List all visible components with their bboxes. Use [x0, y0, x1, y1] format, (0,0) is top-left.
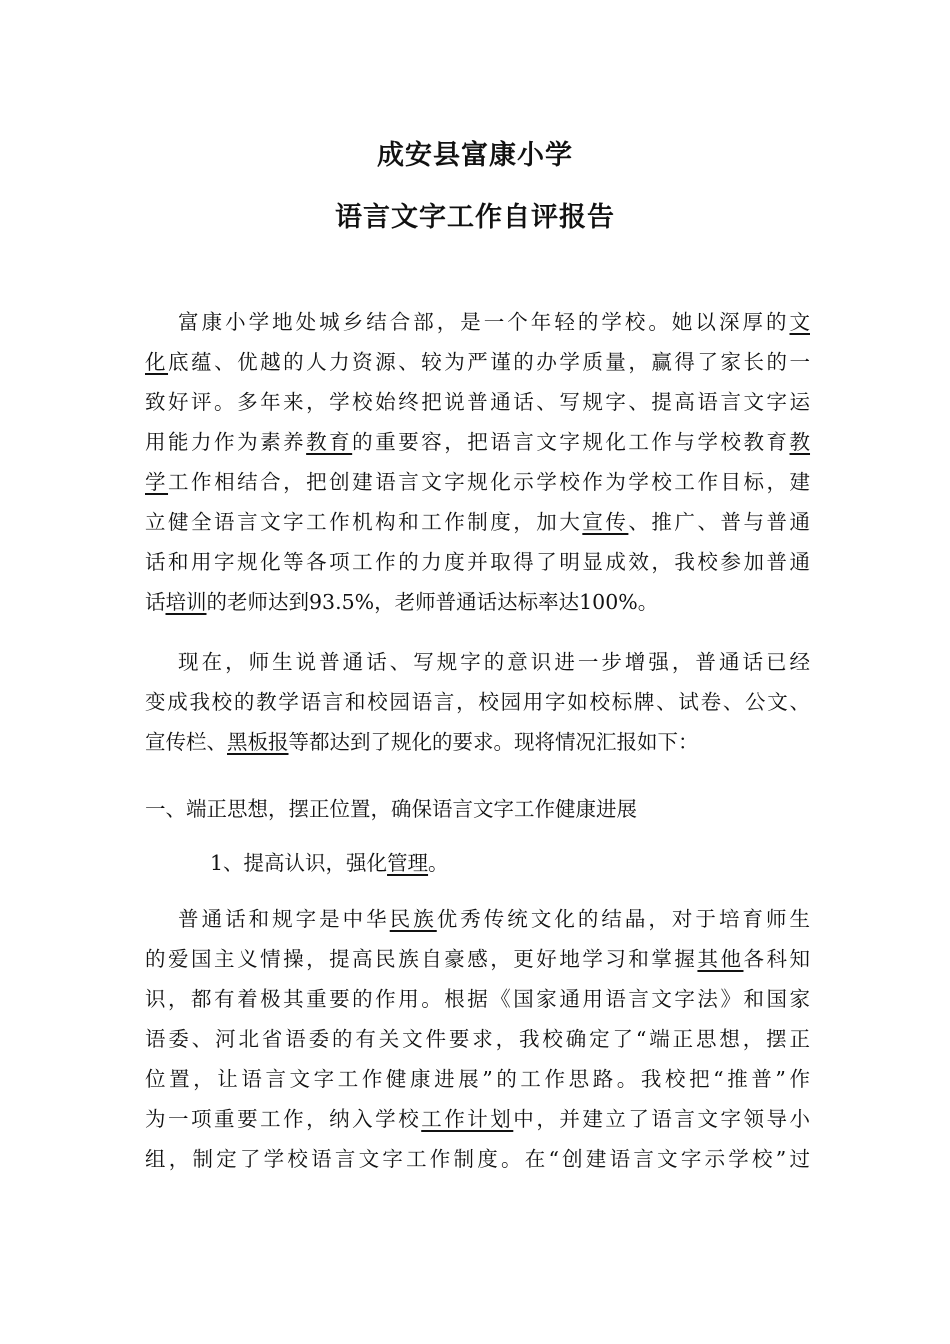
paragraph-line: 变成我校的教学语言和校园语言，校园用字如校标牌、试卷、公文、	[145, 690, 810, 714]
link-minzu[interactable]: 民族	[389, 907, 437, 931]
link-gongzuojihua[interactable]: 工作计划	[421, 1107, 514, 1131]
paragraph-line: 识，都有着极其重要的作用。根据《国家通用语言文字法》和国家	[145, 987, 810, 1011]
link-guanli[interactable]: 管理	[387, 851, 429, 875]
section-heading-1	[145, 789, 810, 829]
paragraph-line: 的爱国主义情操，提高民族自豪感，更好地学习和掌握其他各科知	[145, 947, 811, 971]
link-jiaoxue-1[interactable]: 教	[789, 430, 811, 454]
paragraph-line: 组，制定了学校语言文字工作制度。在“创建语言文字示学校”过	[145, 1147, 810, 1171]
link-peixun[interactable]: 培训	[165, 590, 207, 614]
link-wenhua-2[interactable]: 化	[145, 350, 169, 374]
paragraph-line: 富康小学地处城乡结合部，是一个年轻的学校。她以深厚的文	[145, 310, 810, 334]
intro-paragraph	[145, 302, 810, 622]
paragraph-line: 用能力作为素养教育的重要容，把语言文字规化工作与学校教育教	[145, 430, 811, 454]
link-jiaoxue-2[interactable]: 学	[145, 470, 169, 494]
paragraph-line: 话培训的老师达到93.5%，老师普通话达标率达100%。	[145, 590, 659, 614]
paragraph-line: 1、提高认识，强化管理。	[210, 851, 449, 875]
page-subtitle: 语言文字工作自评报告	[335, 202, 615, 233]
paragraph-line: 为一项重要工作，纳入学校工作计划中，并建立了语言文字领导小	[145, 1107, 811, 1131]
paragraph-line: 一、端正思想，摆正位置，确保语言文字工作健康进展	[145, 797, 637, 821]
paragraph-line: 现在，师生说普通话、写规字的意识进一步增强，普通话已经	[145, 650, 810, 674]
status-paragraph	[145, 642, 810, 762]
paragraph-line: 话和用字规化等各项工作的力度并取得了明显成效，我校参加普通	[145, 550, 810, 574]
subsection-heading-1-1	[210, 843, 610, 883]
page-title: 成安县富康小学	[377, 140, 573, 171]
paragraph-line: 宣传栏、黑板报等都达到了规化的要求。现将情况汇报如下：	[145, 730, 699, 754]
link-xuanchuan[interactable]: 宣传	[582, 510, 629, 534]
body-paragraph	[145, 899, 810, 1179]
paragraph-line: 化底蕴、优越的人力资源、较为严谨的办学质量，赢得了家长的一	[145, 350, 811, 374]
link-qita[interactable]: 其他	[697, 947, 744, 971]
link-wenhua-1[interactable]: 文	[789, 310, 810, 334]
paragraph-line: 致好评。多年来，学校始终把说普通话、写规字、提高语言文字运	[145, 390, 810, 414]
link-heibanbao[interactable]: 黑板报	[227, 730, 289, 754]
paragraph-line: 普通话和规字是中华民族优秀传统文化的结晶，对于培育师生	[145, 907, 811, 931]
paragraph-line: 立健全语言文字工作机构和工作制度，加大宣传、推广、普与普通	[145, 510, 811, 534]
paragraph-line: 学工作相结合，把创建语言文字规化示学校作为学校工作目标，建	[145, 470, 811, 494]
paragraph-line: 语委、河北省语委的有关文件要求，我校确定了“端正思想，摆正	[145, 1027, 810, 1051]
link-jiaoyu[interactable]: 教育	[306, 430, 353, 454]
paragraph-line: 位置，让语言文字工作健康进展”的工作思路。我校把“推普”作	[145, 1067, 810, 1091]
